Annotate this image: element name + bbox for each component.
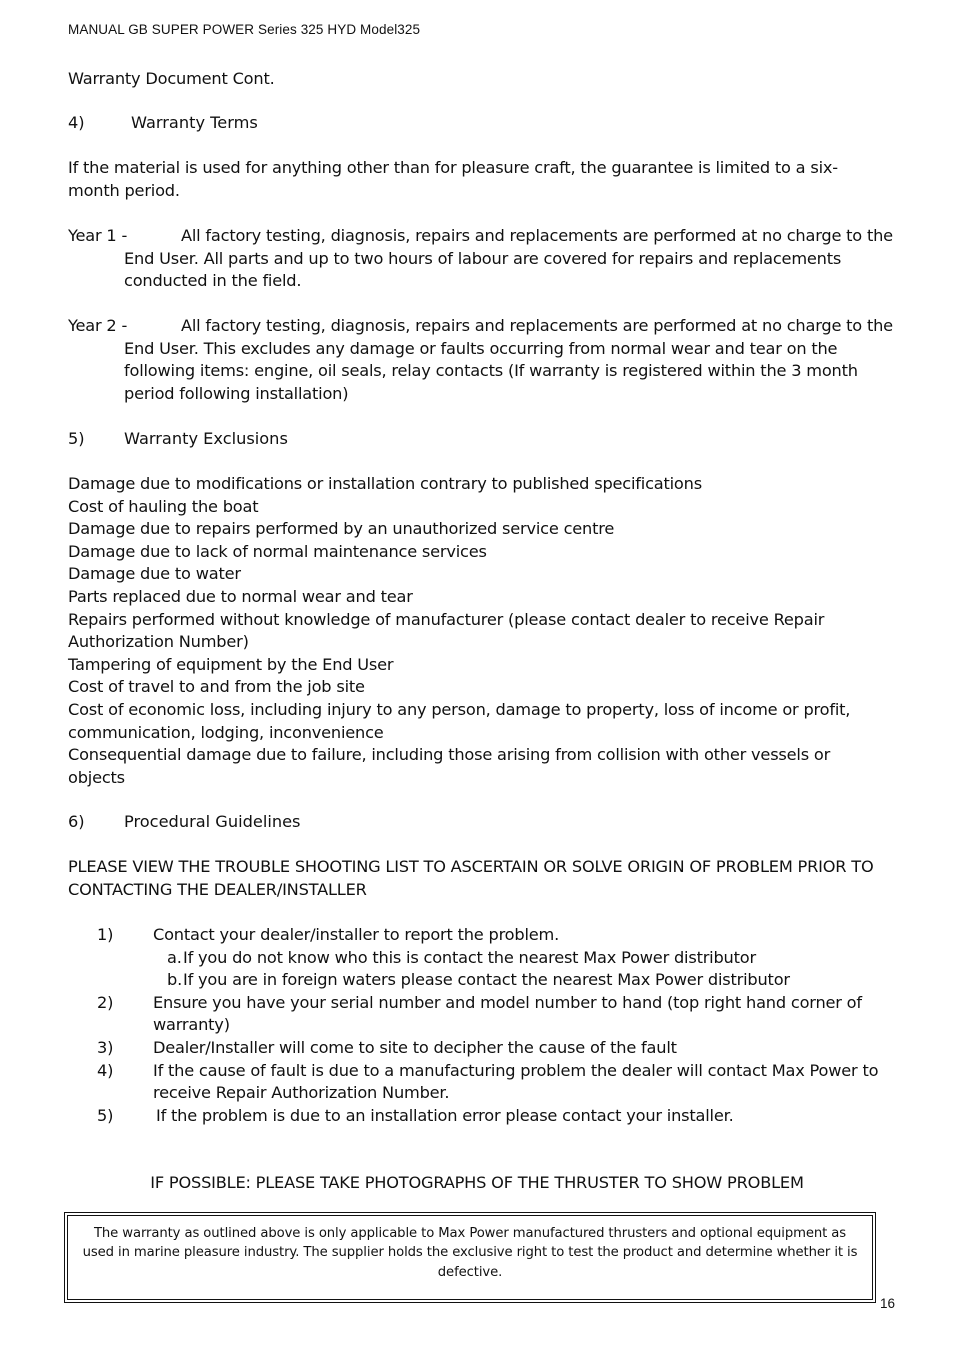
list-item: Cost of economic loss, including injury to any person, damage to property, loss of income or profit, communication, lodging, inconvenience [68,699,851,742]
list-item: Damage due to repairs performed by an unauthorized service centre [68,519,615,539]
step-number: 4) [97,1060,114,1080]
section-number: 5) [68,429,85,448]
procedure-step-4 [97,1060,902,1105]
procedure-intro: PLEASE VIEW THE TROUBLE SHOOTING LIST TO ASCERTAIN OR SOLVE ORIGIN OF PROBLEM PRIOR TO CONTACTING THE DEALER/INSTALLER [68,857,874,899]
year-text: All factory testing, diagnosis, repairs and replacements are performed at no charge to the End User. All parts and up to two hours of labour are covered for repairs and replacements conducted in the field. [124,226,893,291]
substep-b [153,969,902,992]
list-item: Tampering of equipment by the End User [68,654,394,674]
year-text: All factory testing, diagnosis, repairs and replacements are performed at no charge to the End User. This excludes any damage or faults occurring from normal wear and tear on the following items: engine, oil seals, relay contacts (If warranty is registered within the 3 month period following installation) [124,316,893,403]
section-title: Procedural Guidelines [124,812,301,831]
page-number: 16 [880,1296,896,1311]
section-title: Warranty Terms [131,113,258,132]
step-text: Contact your dealer/installer to report the problem. [153,925,560,944]
step-text: Ensure you have your serial number and model number to hand (top right hand corner of warranty) [153,992,862,1035]
procedure-step-3 [97,1037,902,1060]
section-heading-exclusions [68,429,288,448]
section-title: Warranty Exclusions [124,429,288,448]
procedure-step-5 [97,1105,902,1128]
section-heading-terms [68,113,258,132]
step-text: If the problem is due to an installation error please contact your installer. [156,1105,734,1125]
disclaimer-text: The warranty as outlined above is only applicable to Max Power manufactured thrusters and optional equipment as used in marine pleasure industry. The supplier holds the exclusive right to test the product and determine whether it is defective. [82,1226,858,1280]
section-number: 6) [68,812,85,831]
list-item: Consequential damage due to failure, including those arising from collision with other vessels or objects [68,745,831,787]
procedure-step-1 [97,924,902,992]
list-item: Damage due to modifications or installation contrary to published specifications [68,474,702,493]
year-label: Year 2 - [68,316,128,335]
exclusions-list [68,473,900,789]
continued-title: Warranty Document Cont. [68,69,275,88]
list-item: Parts replaced due to normal wear and tear [68,586,413,606]
disclaimer-box [64,1212,876,1303]
substep-a [153,947,902,970]
step-number: 5) [97,1105,114,1125]
section-heading-procedural [68,812,300,831]
substep-text: If you do not know who this is contact the nearest Max Power distributor [183,947,756,967]
substep-letter: b. [167,970,183,990]
year-1-block [68,225,900,293]
step-text: If the cause of fault is due to a manufacturing problem the dealer will contact Max Power to receive Repair Authorization Number. [153,1060,879,1103]
procedure-step-2 [97,992,902,1037]
step-number: 3) [97,1037,114,1057]
procedure-steps [97,924,902,1127]
list-item: Cost of travel to and from the job site [68,677,365,697]
step-number: 2) [97,992,114,1012]
list-item: Damage due to water [68,564,241,584]
step-number: 1) [97,925,114,944]
step-text: Dealer/Installer will come to site to decipher the cause of the fault [153,1037,677,1057]
running-header: MANUAL GB SUPER POWER Series 325 HYD Model325 [68,22,421,37]
list-item: Cost of hauling the boat [68,496,259,516]
section-number: 4) [68,113,85,132]
list-item: Damage due to lack of normal maintenance services [68,541,487,561]
year-2-block [68,315,900,405]
photo-note: IF POSSIBLE: PLEASE TAKE PHOTOGRAPHS OF THE THRUSTER TO SHOW PROBLEM [150,1173,804,1192]
list-item: Repairs performed without knowledge of manufacturer (please contact dealer to receive Repair Authorization Number) [68,609,825,652]
substep-text: If you are in foreign waters please contact the nearest Max Power distributor [183,970,790,990]
substep-letter: a. [167,947,182,967]
terms-intro: If the material is used for anything other than for pleasure craft, the guarantee is limited to a six-month period. [68,158,838,200]
year-label: Year 1 - [68,226,128,245]
